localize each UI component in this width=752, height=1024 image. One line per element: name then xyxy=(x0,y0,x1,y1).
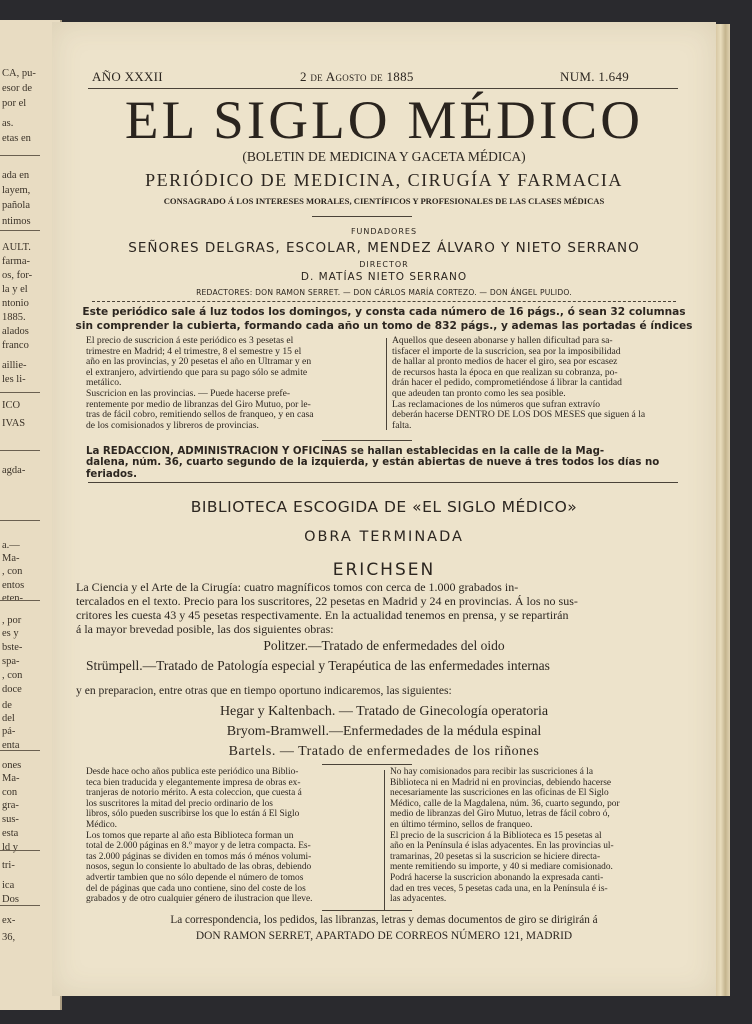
subscription-left-line: tras de fácil cobro, remitiendo sellos de franqueo, y en casa xyxy=(86,410,314,421)
subscription-right-line: falta. xyxy=(392,420,412,431)
biblioteca-left-line: advertir tambien que no sólo depende el número de tomos xyxy=(86,872,304,883)
adjacent-page-text: layem, xyxy=(2,185,31,196)
subscription-right-line: tisfacer el importe de la suscricion, sea por la imposibilidad xyxy=(392,346,621,357)
biblioteca-right-line: tramarinas, 20 pesetas si la suscricion se hiciere directa- xyxy=(390,851,601,862)
adjacent-page-text: spa- xyxy=(2,656,20,667)
adjacent-page-text: as. xyxy=(2,118,14,129)
adjacent-page-rule xyxy=(0,520,40,521)
header-rule xyxy=(88,88,678,89)
adjacent-page-text: sus- xyxy=(2,814,19,825)
wavy-rule xyxy=(92,301,676,302)
adjacent-page-text: , por xyxy=(2,615,22,626)
adjacent-page-text: agda- xyxy=(2,465,26,476)
adjacent-page-rule xyxy=(0,392,40,393)
subtitle-consagrado: CONSAGRADO Á LOS INTERESES MORALES, CIENTÍFICOS Y PROFESIONALES DE LAS CLASES MÉDICAS xyxy=(163,196,605,206)
adjacent-page-text: 1885. xyxy=(2,312,26,323)
subscription-left-line: Suscricion en las provincias. — Puede hacerse prefe- xyxy=(86,388,291,399)
fundadores-label: FUNDADORES xyxy=(350,227,418,236)
adjacent-page-text: esta xyxy=(2,828,19,839)
adjacent-page-text: os, for- xyxy=(2,270,33,281)
redaccion-notice xyxy=(86,446,686,480)
adjacent-page-text: ntonio xyxy=(2,298,29,309)
biblioteca-right-line: Médico, calle de la Magdalena, núm. 36, cuarto segundo, por xyxy=(390,798,620,809)
subscription-right-line: de recursos hasta la época en que realizan su cobranza, po- xyxy=(392,367,618,378)
erichsen-line: á la mayor brevedad posible, las dos siguientes obras: xyxy=(76,622,334,636)
biblioteca-left-line: Desde hace ocho años publica este periódico una Biblio- xyxy=(86,767,299,777)
adjacent-page-text: ones xyxy=(2,760,22,771)
biblioteca-right-line: No hay comisionados para recibir las suscriciones á la xyxy=(390,767,594,777)
erichsen-description xyxy=(76,580,688,636)
adjacent-page-text: ntimos xyxy=(2,216,31,227)
adjacent-page-text: les li- xyxy=(2,374,26,385)
biblioteca-left-line: Médico. xyxy=(86,819,117,830)
adjacent-page-text: , con xyxy=(2,670,23,681)
erichsen-heading: ERICHSEN xyxy=(332,560,436,580)
adjacent-page-text: tri- xyxy=(2,860,15,871)
short-rule xyxy=(312,216,412,217)
adjacent-page-text: la y el xyxy=(2,284,28,295)
adjacent-page-text: ada en xyxy=(2,170,30,181)
adjacent-page-text: etas en xyxy=(2,133,31,144)
issue-date: 2 de Agosto de 1885 xyxy=(300,69,414,84)
redactores: REDACTORES: DON RAMON SERRET. — DON CÁRLOS MARÍA CORTEZO. — DON ÁNGEL PULIDO. xyxy=(196,288,572,297)
biblioteca-right-column xyxy=(390,767,686,905)
adjacent-page-text: Ma- xyxy=(2,773,20,784)
subscription-left-column xyxy=(86,336,380,431)
fundadores-names: SEÑORES DELGRAS, ESCOLAR, MENDEZ ÁLVARO Y NIETO SERRANO xyxy=(128,240,640,256)
adjacent-page-rule xyxy=(0,850,40,851)
biblioteca-left-column xyxy=(86,767,378,905)
bartels-entry: Bartels. — Tratado de enfermedades de los riñones xyxy=(228,744,540,759)
subscription-right-line: Aquellos que deseen abonarse y hallen dificultad para sa- xyxy=(392,336,613,346)
column-divider-2 xyxy=(384,770,385,910)
biblioteca-left-line: tranjeras de notorio mérito. A esta coleccion, que cuesta á xyxy=(86,788,302,799)
adjacent-page-text: del xyxy=(2,713,15,724)
adjacent-page-text: con xyxy=(2,787,18,798)
adjacent-page-text: pañola xyxy=(2,200,30,211)
newspaper-page xyxy=(52,22,716,996)
biblioteca-left-line: total de 2.000 páginas en 8.º mayor y de letra compacta. Es- xyxy=(86,841,311,852)
short-rule-3 xyxy=(322,764,412,765)
notice-line-1: Este periódico sale á luz todos los domingos, y consta cada número de 16 págs., ó sean 32 columnas xyxy=(82,306,686,318)
adjacent-page-text: doce xyxy=(2,684,22,695)
biblioteca-title: BIBLIOTECA ESCOGIDA DE «EL SIGLO MÉDICO» xyxy=(190,498,578,516)
biblioteca-left-line: nosos, segun lo consiente lo abultado de las obras, debiendo xyxy=(86,862,312,873)
adjacent-page-rule xyxy=(0,155,40,156)
adjacent-page-text: esor de xyxy=(2,83,33,94)
preparacion-line: y en preparacion, entre otras que en tiempo oportuno indicaremos, las siguientes: xyxy=(76,684,452,697)
subtitle-periodico: PERIÓDICO DE MEDICINA, CIRUGÍA Y FARMACIA xyxy=(145,170,623,190)
biblioteca-left-line: los suscritores la mitad del precio ordinario de los xyxy=(86,798,273,809)
redaccion-line: dalena, núm. 36, cuarto segundo de la izquierda, y están abiertas de nueve á tres todos los días no xyxy=(86,457,660,469)
bryom-entry: Bryom-Bramwell.—Enfermedades de la médula espinal xyxy=(226,724,542,739)
issue-number: NUM. 1.649 xyxy=(560,69,630,84)
adjacent-page-rule xyxy=(0,230,40,231)
adjacent-page-text: enta xyxy=(2,740,20,751)
biblioteca-right-line: dad en tres veces, 5 pesetas cada una, en la Península é is- xyxy=(390,883,608,894)
footer-address: DON RAMON SERRET, APARTADO DE CORREOS NÚMERO 121, MADRID xyxy=(195,930,573,942)
masthead-title: EL SIGLO MÉDICO xyxy=(124,90,644,150)
biblioteca-left-line: teca bien traducida y elegantemente impresa de obras ex- xyxy=(86,777,301,788)
adjacent-page-text: ICO xyxy=(2,400,21,411)
adjacent-page-text: a.— xyxy=(2,540,20,551)
subscription-right-column xyxy=(392,336,686,431)
biblioteca-left-line: grabados y de otro cualquier género de ilustracion que lleve. xyxy=(86,894,313,905)
redaccion-line: La REDACCION, ADMINISTRACION Y OFICINAS se hallan establecidas en la calle de la Mag- xyxy=(86,446,605,457)
issue-year: AÑO XXXII xyxy=(92,69,163,84)
subscription-left-line: de los comisionados y libreros de provincias. xyxy=(86,420,259,431)
adjacent-page-rule xyxy=(0,905,40,906)
hegar-entry: Hegar y Kaltenbach. — Tratado de Ginecología operatoria xyxy=(219,704,549,719)
section-rule xyxy=(88,482,678,483)
adjacent-page-text: Ma- xyxy=(2,553,20,564)
biblioteca-right-line: necesariamente las suscriciones en las oficinas de El Siglo xyxy=(390,788,609,799)
biblioteca-left-line: libros, sólo pueden suscribirse los que lo están á El Siglo xyxy=(86,809,300,820)
biblioteca-right-line: las adyacentes. xyxy=(390,894,447,905)
adjacent-page-text: ica xyxy=(2,880,15,891)
adjacent-page-text: por el xyxy=(2,98,27,109)
subscription-left-line: trimestre en Madrid; 4 el trimestre, 8 el semestre y 15 el xyxy=(86,346,302,357)
biblioteca-left-line: tas 2.000 páginas se dividen en tomos más ó ménos volumi- xyxy=(86,851,312,862)
adjacent-page-text: pá- xyxy=(2,726,16,737)
biblioteca-right-line: medio de libranzas del Giro Mutuo, letras de fácil cobro ó, xyxy=(390,809,610,820)
adjacent-page-text: alados xyxy=(2,326,29,337)
adjacent-page-text: farma- xyxy=(2,256,30,267)
page-edge xyxy=(716,24,730,996)
erichsen-line: La Ciencia y el Arte de la Cirugía: cuatro magníficos tomos con cerca de 1.000 grabados in- xyxy=(76,580,519,594)
adjacent-page-text: 36, xyxy=(2,932,16,943)
subscription-left-line: año en las provincias, y 20 pesetas el año en Ultramar y en xyxy=(86,357,312,368)
short-rule-2 xyxy=(322,440,412,441)
footer-correspondence: La correspondencia, los pedidos, las libranzas, letras y demas documentos de giro se dirigirán á xyxy=(170,914,598,926)
adjacent-page-rule xyxy=(0,450,40,451)
subscription-right-line: deberán hacerse DENTRO DE LOS DOS MESES que siguen á la xyxy=(392,410,646,421)
adjacent-page-rule xyxy=(0,750,40,751)
adjacent-page-text: CA, pu- xyxy=(2,68,36,79)
director-label: DIRECTOR xyxy=(359,260,409,269)
adjacent-page-text: Dos xyxy=(2,894,19,905)
subscription-right-line: drán hacer el pedido, comprometiéndose á librar la cantidad xyxy=(392,378,622,389)
erichsen-line: tercalados en el texto. Precio para los suscritores, 22 pesetas en Madrid y 24 en provincias. Á los no sus- xyxy=(76,594,578,608)
biblioteca-left-line: del de páginas que cada uno contiene, sino del coste de los xyxy=(86,883,306,894)
subscription-right-line: que adeuden tan pronto como les sea posible. xyxy=(392,388,566,399)
adjacent-page-text: gra- xyxy=(2,800,19,811)
adjacent-page-text: ld y xyxy=(2,842,19,853)
column-divider xyxy=(386,338,387,430)
subscription-left-line: el extranjero, advirtiendo que para su pago sólo se admite xyxy=(86,367,308,378)
biblioteca-right-line: mente remitiendo su importe, y 40 si mediare comisionado. xyxy=(390,862,613,873)
adjacent-page-text: franco xyxy=(2,340,29,351)
subscription-left-line: rentemente por medio de libranzas del Giro Mutuo, por le- xyxy=(86,399,311,410)
notice-line-2: sin comprender la cubierta, formando cada año un tomo de 832 págs., y ademas las portadas é índices xyxy=(75,320,693,332)
adjacent-page-text: es y xyxy=(2,628,19,639)
erichsen-line: critores les cuesta 43 y 45 pesetas respectivamente. En la actualidad tenemos en prensa, y se repartirán xyxy=(76,608,569,622)
biblioteca-right-line: año en la Península é islas adyacentes. En las provincias ul- xyxy=(390,841,614,852)
adjacent-page-text: AULT. xyxy=(2,242,31,253)
subscription-right-line: de hallar al pronto medios de hacer el giro, sea por escasez xyxy=(392,357,618,368)
subtitle-boletin: (BOLETIN DE MEDICINA Y GACETA MÉDICA) xyxy=(242,149,526,164)
biblioteca-right-line: en último término, sellos de franqueo. xyxy=(390,819,533,830)
adjacent-page-rule xyxy=(0,600,40,601)
adjacent-page-text: IVAS xyxy=(2,418,26,429)
adjacent-page-text: bste- xyxy=(2,642,23,653)
adjacent-page-text: , con xyxy=(2,566,23,577)
biblioteca-left-line: Los tomos que reparte al año esta Biblioteca forman un xyxy=(86,830,294,841)
biblioteca-right-line: Podrá hacerse la suscricion abonando la expresada canti- xyxy=(390,872,604,883)
subscription-left-line: El precio de suscricion á este periódico es 3 pesetas el xyxy=(86,336,294,346)
subscription-left-line: metálico. xyxy=(86,378,122,389)
adjacent-page-text: de xyxy=(2,700,12,711)
strumpell-entry: Strümpell.—Tratado de Patología especial y Terapéutica de las enfermedades internas xyxy=(86,658,550,673)
adjacent-page-text: entos xyxy=(2,580,25,591)
biblioteca-right-line: Biblioteca ni en Madrid ni en provincias, debiendo hacerse xyxy=(390,777,612,788)
politzer-entry: Politzer.—Tratado de enfermedades del oido xyxy=(263,638,505,653)
adjacent-page-text: aillie- xyxy=(2,360,27,371)
adjacent-page-text: eten- xyxy=(2,593,23,604)
redaccion-line: feriados. xyxy=(86,468,137,480)
adjacent-page-text: ex- xyxy=(2,915,16,926)
subscription-right-line: Las reclamaciones de los números que sufran extravío xyxy=(392,399,601,410)
short-rule-4 xyxy=(322,910,412,911)
obra-terminada: OBRA TERMINADA xyxy=(304,529,464,545)
biblioteca-right-line: El precio de la suscricion á la Biblioteca es 15 pesetas al xyxy=(390,830,602,841)
director-name: D. MATÍAS NIETO SERRANO xyxy=(300,271,468,283)
